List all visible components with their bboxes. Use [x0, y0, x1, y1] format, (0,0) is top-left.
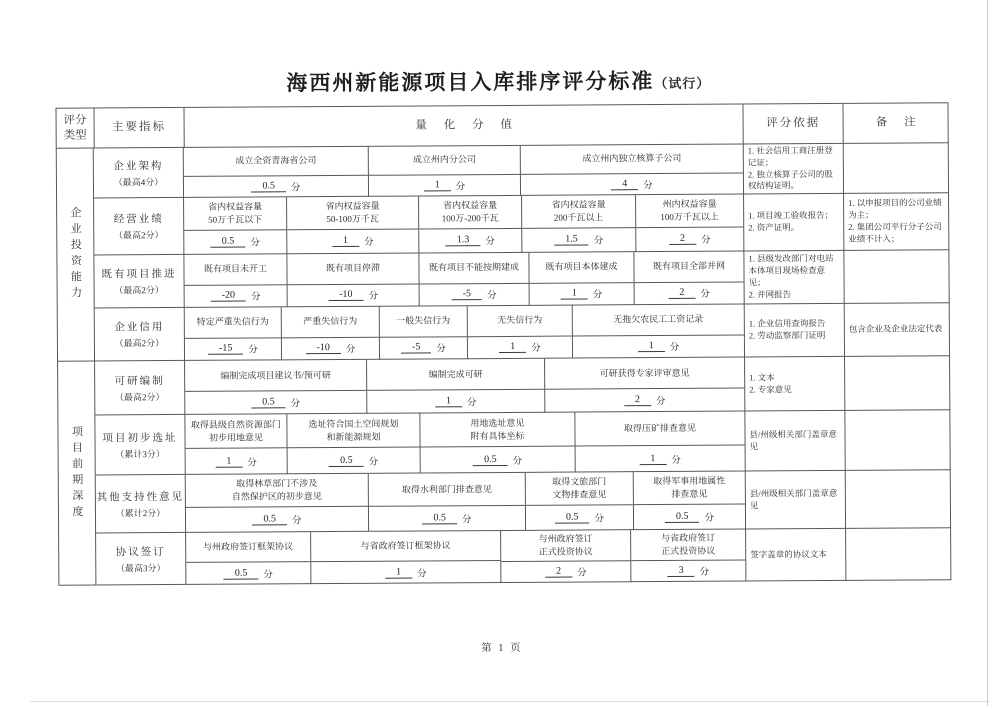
- indicator-label: 其他支持性意见: [97, 488, 185, 504]
- table-row: [95, 303, 950, 361]
- score-unit: 分: [417, 565, 427, 579]
- score-unit: 分: [346, 341, 356, 355]
- condition-label: 取得军事用地属性 排查意见: [634, 472, 745, 506]
- score-value: [288, 284, 419, 306]
- indicator-label: 协议签订: [116, 544, 166, 559]
- value-cell: [282, 307, 380, 361]
- value-cell: [287, 196, 419, 254]
- score-unit: 分: [594, 233, 604, 247]
- score-value: [522, 228, 635, 252]
- indicator-cell: [95, 308, 185, 362]
- indicator-cap: （最高2分）: [114, 283, 164, 296]
- value-cell: [369, 146, 521, 197]
- header-score-type: 评分 类型: [56, 108, 94, 148]
- score-unit: 分: [487, 287, 497, 301]
- score-number: 1.3: [446, 235, 481, 247]
- score-unit: 分: [700, 564, 710, 578]
- indicator-cap: （最高4分）: [114, 175, 164, 188]
- score-value: [468, 336, 572, 358]
- score-unit: 分: [292, 512, 302, 526]
- score-number: 1: [561, 288, 588, 300]
- score-value: [185, 338, 281, 360]
- score-unit: 分: [513, 453, 523, 467]
- indicator-label: 经营业绩: [114, 211, 164, 226]
- score-number: 2: [545, 566, 572, 578]
- note-cell: 包含企业及企业法定代表: [845, 303, 950, 357]
- score-value: [287, 229, 418, 253]
- condition-label: 与州政府签订 正式投资协议: [501, 530, 630, 562]
- table-row: [95, 410, 950, 475]
- value-cell: [419, 253, 529, 307]
- condition-label: 编制完成项目建议书/预可研: [185, 360, 366, 392]
- condition-label: 取得压矿排查意见: [575, 412, 744, 447]
- score-value: [186, 562, 310, 584]
- value-cell: [311, 531, 501, 584]
- value-cell: [380, 306, 468, 360]
- score-value: [530, 283, 634, 305]
- value-cell: [522, 195, 636, 253]
- scan-edge-bottom: [30, 701, 990, 702]
- score-unit: 分: [369, 453, 379, 467]
- value-cell: [545, 358, 745, 413]
- score-value: [186, 507, 368, 532]
- condition-label: 一般失信行为: [380, 306, 467, 337]
- score-unit: 分: [436, 341, 446, 355]
- table-row: [96, 528, 951, 585]
- condition-label: 取得文旅部门 文物排查意见: [526, 472, 633, 506]
- condition-label: 既有项目未开工: [184, 254, 286, 285]
- condition-label: 省内权益容量 200千瓦以上: [522, 195, 635, 229]
- value-cell: [184, 197, 287, 255]
- note-cell: [845, 410, 950, 471]
- indicator-cell: [96, 475, 186, 534]
- indicator-cell: [95, 415, 185, 476]
- indicator-cap: （最高2分）: [114, 228, 164, 241]
- score-number: 1: [424, 179, 451, 191]
- score-value: [421, 447, 575, 472]
- condition-label: 与州政府签订框架协议: [186, 532, 310, 563]
- score-value: [635, 282, 744, 304]
- value-cell: [501, 530, 631, 583]
- score-unit: 分: [467, 394, 477, 408]
- score-value: [184, 230, 286, 254]
- score-number: 3: [668, 565, 695, 577]
- score-unit: 分: [456, 178, 466, 192]
- document-title-suffix: （试行）: [654, 76, 710, 91]
- header-main-indicator: 主要指标: [94, 108, 184, 149]
- condition-label: 既有项目本体建成: [529, 252, 633, 283]
- value-cell: [526, 472, 634, 531]
- value-cell: [529, 252, 634, 306]
- score-unit: 分: [291, 179, 301, 193]
- page-title: [0, 63, 998, 99]
- condition-label: 州内权益容量 100万千瓦以上: [636, 195, 743, 228]
- condition-label: 编制完成可研: [367, 359, 544, 391]
- score-unit: 分: [671, 452, 681, 466]
- value-cell: [185, 414, 287, 475]
- score-number: 0.5: [329, 455, 364, 467]
- score-number: 2: [624, 394, 651, 406]
- score-unit: 分: [263, 566, 273, 580]
- table-header-row: [56, 103, 948, 148]
- score-number: -15: [208, 343, 243, 355]
- score-number: 1: [639, 453, 666, 465]
- value-cell: [634, 252, 744, 306]
- score-number: 1: [332, 235, 359, 247]
- basis-cell: 1. 项目竣工验收报告； 2. 资产证明。: [744, 194, 844, 252]
- indicator-cap: （累计2分）: [116, 506, 166, 519]
- score-number: 0.5: [422, 512, 457, 524]
- value-cell: [184, 147, 369, 198]
- score-value: [634, 505, 745, 529]
- value-cell: [184, 254, 287, 308]
- indicator-cap: （累计3分）: [115, 447, 165, 460]
- note-cell: [846, 470, 951, 529]
- note-cell: [844, 250, 949, 304]
- condition-label: 取得县级自然资源部门 初步用地意见: [185, 414, 286, 449]
- score-number: 0.5: [251, 180, 286, 192]
- indicator-cap: （最高3分）: [116, 561, 166, 574]
- score-unit: 分: [364, 234, 374, 248]
- table-row: [94, 143, 949, 198]
- score-value: [185, 285, 287, 307]
- value-cell: [186, 474, 369, 533]
- score-unit: 分: [701, 232, 711, 246]
- note-cell: [846, 528, 951, 581]
- basis-cell: 1. 企业信用查询报告 2. 劳动监察部门证明: [745, 304, 845, 358]
- page-number: 第 1 页: [2, 637, 1000, 658]
- score-value: [526, 506, 633, 530]
- indicator-cap: （最高2分）: [115, 390, 165, 403]
- score-unit: 分: [531, 340, 541, 354]
- indicator-label: 企业架构: [113, 158, 163, 173]
- basis-cell: 签字盖章的协议文本: [746, 529, 846, 582]
- score-number: -20: [211, 290, 246, 302]
- condition-label: 既有项目全部并网: [634, 252, 743, 283]
- scan-edge-right: [987, 0, 988, 706]
- category-enterprise-investment: 企业投资能力: [57, 148, 95, 361]
- category-project-preliminary: 项目前期深度: [58, 361, 96, 585]
- table-row: [96, 470, 951, 533]
- condition-label: 与省政府签订 正式投资协议: [631, 530, 745, 562]
- score-unit: 分: [251, 289, 261, 303]
- score-unit: 分: [250, 235, 260, 249]
- score-unit: 分: [700, 286, 710, 300]
- condition-label: 可研获得专家评审意见: [545, 358, 744, 390]
- score-value: [186, 449, 287, 474]
- condition-label: 严重失信行为: [282, 307, 379, 338]
- indicator-cell: [96, 533, 186, 586]
- header-quantified-value: 量 化 分 值: [184, 105, 744, 148]
- indicator-cell: [95, 361, 185, 416]
- score-number: 0.5: [473, 454, 508, 466]
- condition-label: 与省政府签订框架协议: [311, 531, 500, 562]
- note-cell: [845, 356, 950, 411]
- score-number: 1: [215, 455, 242, 467]
- table-body: [57, 143, 952, 585]
- score-value: [420, 283, 529, 305]
- score-value: [419, 229, 521, 253]
- basis-cell: 1. 社会信用工商注册登记证； 2. 独立核算子公司的股权结构证明。: [744, 144, 844, 195]
- indicator-label: 既有项目推进: [101, 266, 176, 281]
- table-row: [95, 356, 950, 415]
- value-cell: [369, 473, 526, 532]
- score-number: 1: [435, 395, 462, 407]
- score-unit: 分: [369, 288, 379, 302]
- score-number: 1: [385, 566, 412, 578]
- score-value: [185, 391, 366, 414]
- score-value: [501, 561, 630, 582]
- value-cell: [186, 532, 311, 585]
- score-unit: 分: [594, 511, 604, 525]
- score-number: -10: [328, 289, 363, 301]
- score-number: 1: [638, 340, 665, 352]
- score-unit: 分: [656, 393, 666, 407]
- score-value: [380, 337, 467, 359]
- value-cell: [367, 359, 545, 414]
- condition-label: 取得水利部门排查意见: [369, 473, 525, 507]
- indicator-label: 项目初步选址: [102, 429, 177, 444]
- basis-cell: 1. 文本 2. 专家意见: [745, 357, 845, 412]
- score-number: -5: [452, 288, 482, 300]
- score-value: [545, 389, 744, 412]
- condition-label: 特定严重失信行为: [185, 307, 281, 338]
- condition-label: 省内权益容量 50万千瓦以下: [184, 197, 286, 230]
- note-cell: [844, 143, 949, 194]
- indicator-label: 企业信用: [114, 319, 164, 334]
- value-cell: [634, 472, 746, 531]
- score-value: [573, 335, 744, 357]
- score-unit: 分: [462, 511, 472, 525]
- score-unit: 分: [577, 565, 587, 579]
- score-unit: 分: [643, 177, 653, 191]
- score-type-column: [57, 148, 97, 585]
- basis-cell: 县/州级相关部门盖章意见: [746, 471, 846, 530]
- score-unit: 分: [485, 233, 495, 247]
- value-cell: [420, 413, 575, 474]
- score-value: [576, 446, 745, 472]
- score-number: -10: [305, 342, 340, 354]
- score-value: [367, 390, 544, 413]
- score-number: 2: [669, 233, 696, 245]
- header-scoring-basis: 评分依据: [744, 104, 844, 145]
- condition-label: 无拖欠农民工工资记录: [573, 305, 744, 337]
- score-number: 1.5: [554, 234, 589, 246]
- score-unit: 分: [704, 510, 714, 524]
- value-cell: [287, 253, 419, 307]
- score-value: [288, 448, 420, 473]
- indicator-label: 可研编制: [115, 373, 165, 388]
- indicator-cell: [94, 198, 184, 256]
- header-remarks: 备 注: [844, 103, 949, 144]
- condition-label: 成立全资青海省公司: [184, 147, 368, 177]
- value-cell: [419, 196, 522, 254]
- score-number: 1: [499, 341, 526, 353]
- score-unit: 分: [248, 342, 258, 356]
- value-cell: [468, 306, 573, 360]
- score-number: 0.5: [211, 236, 246, 248]
- condition-label: 成立州内分公司: [369, 146, 520, 176]
- value-cell: [185, 360, 367, 415]
- score-number: 0.5: [555, 512, 590, 524]
- condition-label: 取得林草部门不涉及 自然保护区的初步意见: [186, 474, 368, 508]
- indicator-cap: （最高2分）: [115, 336, 165, 349]
- value-cell: [631, 530, 746, 583]
- condition-label: 无失信行为: [468, 306, 572, 337]
- scoring-table: [55, 102, 951, 585]
- score-value: [311, 561, 500, 583]
- value-cell: [287, 413, 420, 474]
- value-cell: [573, 305, 745, 359]
- score-value: [369, 175, 520, 196]
- document-title: 海西州新能源项目入库排序评分标准: [286, 69, 654, 95]
- score-value: [636, 227, 743, 251]
- basis-cell: 县/州级相关部门盖章意见: [745, 411, 845, 472]
- score-value: [369, 506, 525, 531]
- condition-label: 既有项目不能按期建成: [419, 253, 528, 284]
- condition-label: 用地选址意见 附有具体坐标: [420, 413, 574, 448]
- condition-label: 省内权益容量 100万-200千瓦: [419, 196, 521, 229]
- score-unit: 分: [247, 454, 257, 468]
- score-value: [282, 337, 379, 359]
- value-cell: [185, 307, 282, 361]
- condition-label: 成立州内独立核算子公司: [521, 145, 743, 175]
- note-cell: 1. 以申报项目的公司业绩为主； 2. 集团公司平行分子公司业绩不计入；: [844, 193, 949, 251]
- score-unit: 分: [291, 395, 301, 409]
- score-number: 0.5: [665, 511, 700, 523]
- indicator-cell: [94, 148, 184, 199]
- score-value: [184, 176, 368, 197]
- score-unit: 分: [593, 287, 603, 301]
- score-value: [521, 174, 743, 195]
- value-cell: [636, 195, 744, 253]
- value-cell: [575, 412, 745, 473]
- score-unit: 分: [670, 339, 680, 353]
- condition-label: 省内权益容量 50-100万千瓦: [287, 196, 418, 230]
- condition-label: 选址符合国土空间规划 和新能源规划: [287, 413, 419, 448]
- table-row: [94, 250, 949, 308]
- indicator-cell: [94, 255, 184, 309]
- score-number: 0.5: [251, 396, 286, 408]
- score-number: 4: [611, 178, 638, 190]
- score-number: 2: [668, 287, 695, 299]
- condition-label: 既有项目停滞: [287, 253, 418, 284]
- value-cell: [521, 145, 744, 196]
- table-row: [94, 193, 949, 255]
- score-number: 0.5: [252, 513, 287, 525]
- score-number: 0.5: [224, 567, 259, 579]
- score-value: [631, 561, 745, 582]
- basis-cell: 1. 县级发改部门对电站本体项目现场检查意见； 2. 并网报告: [744, 251, 844, 305]
- indicator-rows: [94, 143, 952, 585]
- score-number: -5: [401, 342, 431, 354]
